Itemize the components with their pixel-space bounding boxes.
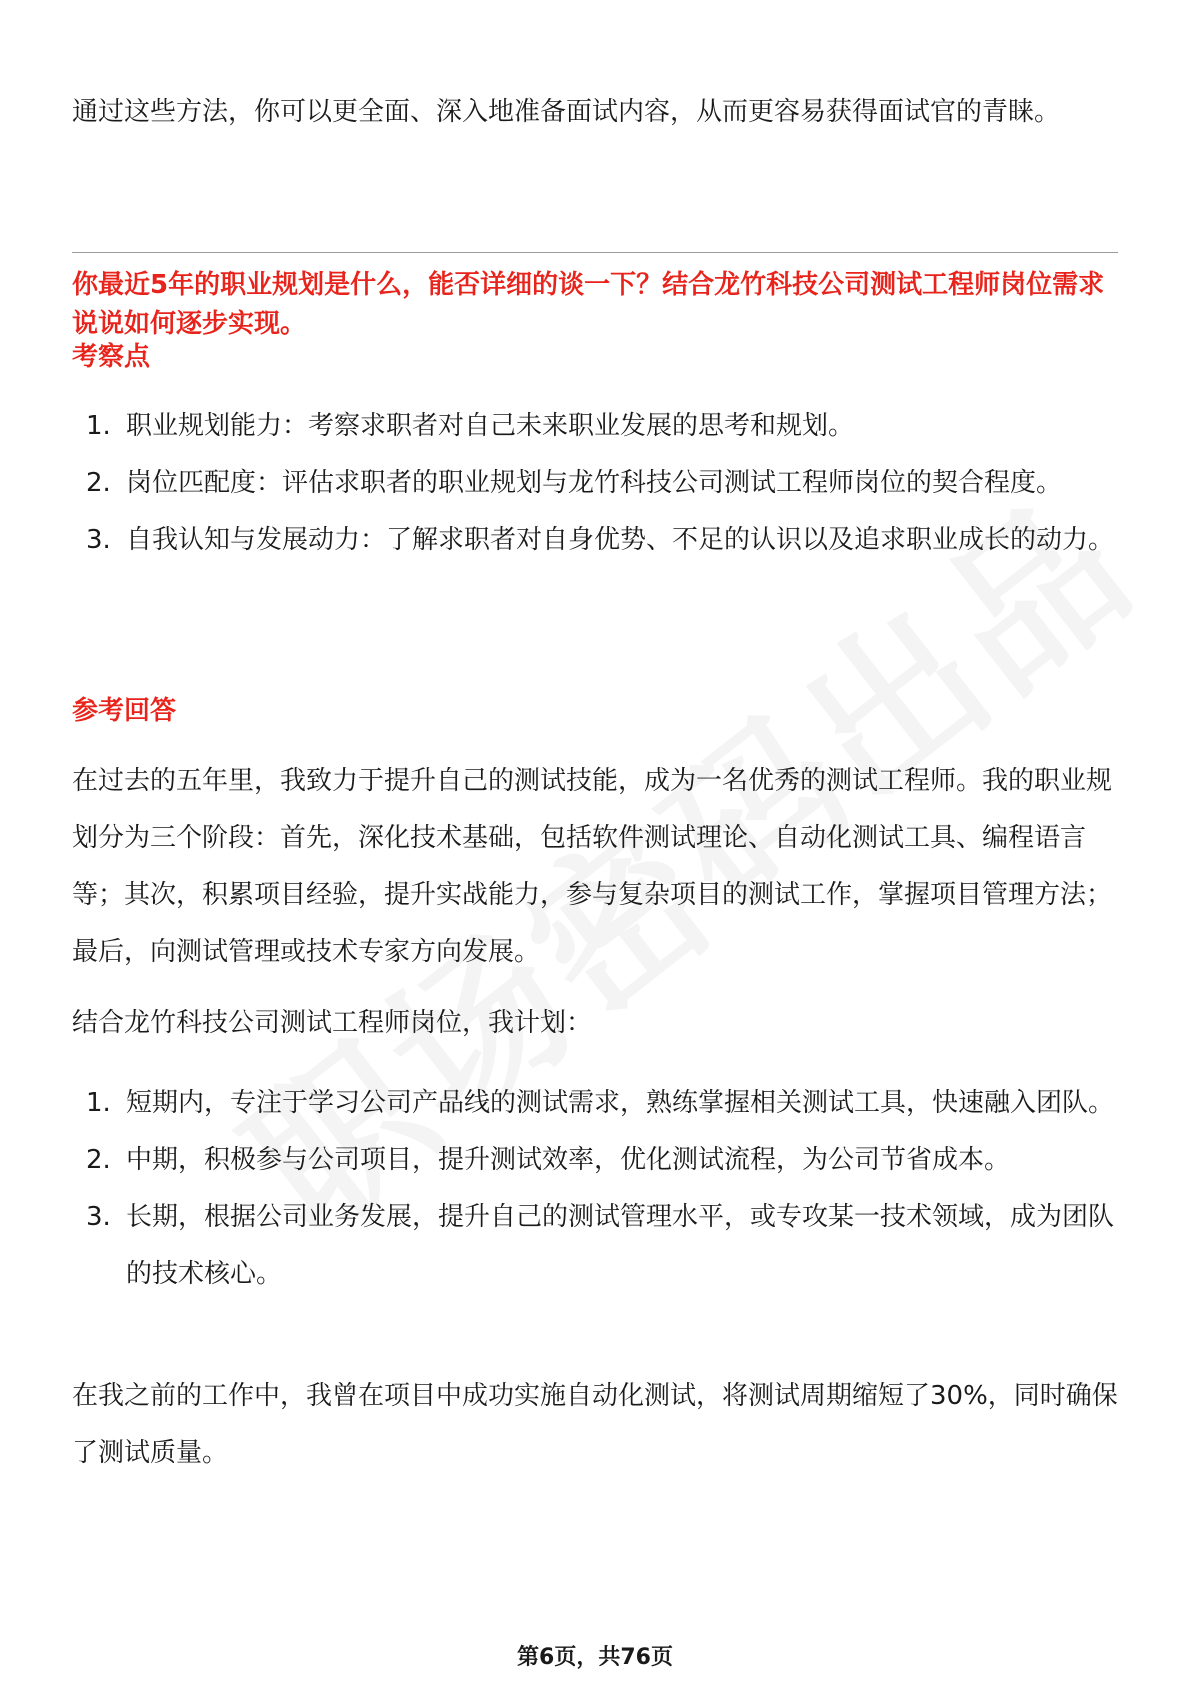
list-number: 3.: [86, 1202, 111, 1232]
list-number: 1.: [86, 1088, 111, 1118]
list-item: [72, 1189, 1118, 1303]
answer-paragraph-2: 结合龙竹科技公司测试工程师岗位，我计划：: [72, 1008, 593, 1038]
list-item-text: 短期内，专注于学习公司产品线的测试需求，熟练掌握相关测试工具，快速融入团队。: [126, 1088, 1115, 1118]
answer-paragraph-1: 在过去的五年里，我致力于提升自己的测试技能，成为一名优秀的测试工程师。我的职业规划分为三个阶段：首先，深化技术基础，包括软件测试理论、自动化测试工具、编程语言等；其次，积累项目经验，提升实战能力，参与复杂项目的测试工作，掌握项目管理方法；最后，向测试管理或技术专家方向发展。: [72, 766, 1113, 967]
list-item: [72, 512, 1118, 569]
answer-paragraph-3: 在我之前的工作中，我曾在项目中成功实施自动化测试，将测试周期缩短了30%，同时确保了测试质量。: [72, 1381, 1118, 1468]
assessment-list: [72, 398, 1118, 569]
list-number: 1.: [86, 411, 111, 441]
list-item: [72, 455, 1118, 512]
question-title: 你最近5年的职业规划是什么，能否详细的谈一下？结合龙竹科技公司测试工程师岗位需求说说如何逐步实现。: [72, 270, 1105, 339]
list-item-text: 职业规划能力：考察求职者对自己未来职业发展的思考和规划。: [126, 411, 855, 441]
answer-heading: 参考回答: [72, 696, 177, 726]
section-divider: [72, 252, 1118, 253]
list-item: [72, 1132, 1118, 1189]
list-item-text: 岗位匹配度：评估求职者的职业规划与龙竹科技公司测试工程师岗位的契合程度。: [126, 468, 1063, 498]
intro-paragraph: 通过这些方法，你可以更全面、深入地准备面试内容，从而更容易获得面试官的青睐。: [72, 97, 1061, 127]
list-item: [72, 1075, 1118, 1132]
list-item: [72, 398, 1118, 455]
list-number: 2.: [86, 1145, 111, 1175]
page-footer: 第6页，共76页: [517, 1645, 673, 1670]
list-number: 2.: [86, 468, 111, 498]
list-item-text: 长期，根据公司业务发展，提升自己的测试管理水平，或专攻某一技术领域，成为团队的技术核心。: [126, 1202, 1115, 1289]
list-number: 3.: [86, 525, 111, 555]
list-item-text: 自我认知与发展动力：了解求职者对自身优势、不足的认识以及追求职业成长的动力。: [126, 525, 1115, 555]
list-item-text: 中期，积极参与公司项目，提升测试效率，优化测试流程，为公司节省成本。: [126, 1145, 1011, 1175]
plan-list: [72, 1075, 1118, 1303]
assessment-heading: 考察点: [72, 342, 151, 372]
